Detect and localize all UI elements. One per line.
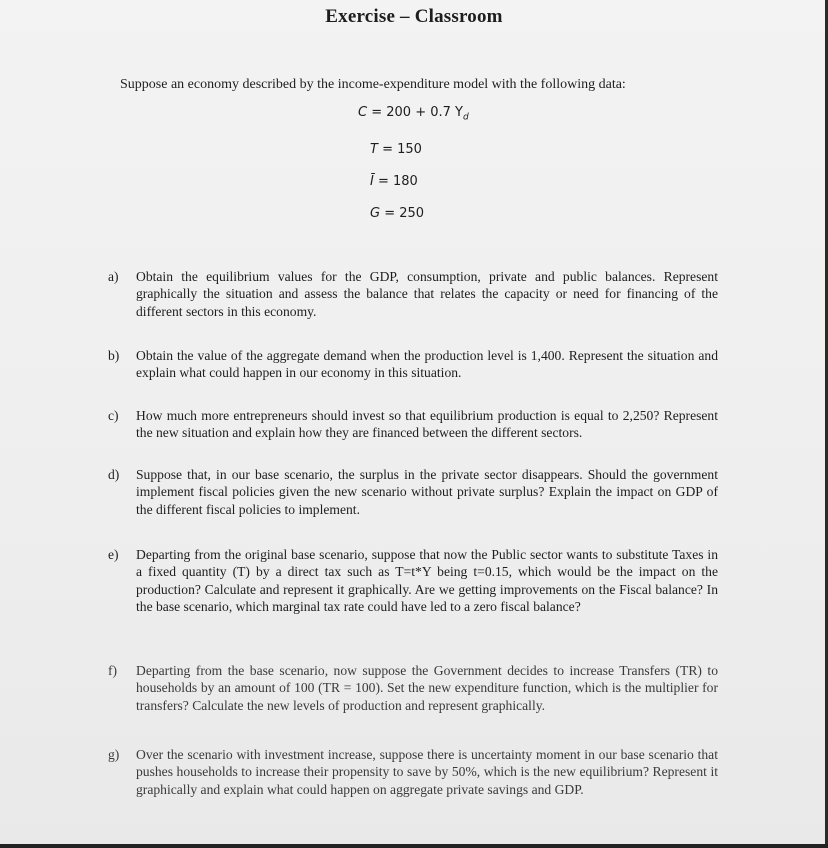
question-text: How much more entrepreneurs should invest so that equilibrium production is equal to 2,250? Represent the new situation and explain how they are financed between the different sectors. xyxy=(136,408,718,441)
equation-lhs: C xyxy=(358,105,368,120)
question-label: a) xyxy=(108,269,119,284)
question-label: c) xyxy=(108,408,119,423)
equation-rhs: = 200 + 0.7 Y xyxy=(371,105,463,120)
question-e xyxy=(108,546,718,615)
question-text: Suppose that, in our base scenario, the surplus in the private sector disappears. Should the government implement fiscal policies given the new scenario without private surplus? Explain the impact on GDP of the different fiscal policies to implement. xyxy=(136,467,718,517)
question-label: b) xyxy=(108,348,120,363)
intro-paragraph: Suppose an economy described by the income-expenditure model with the following data: xyxy=(120,77,626,92)
equation-investment xyxy=(370,174,418,189)
question-c xyxy=(108,407,718,442)
page-title: Exercise – Classroom xyxy=(325,6,503,27)
question-b xyxy=(108,347,718,382)
equation-lhs: G xyxy=(370,206,381,221)
equation-taxes xyxy=(370,142,422,157)
equation-rhs: = 150 xyxy=(382,142,422,157)
question-text: Obtain the equilibrium values for the GDP, consumption, private and public balances. Represent graphically the situation and assess the balance that relates the capacity or need for financing of the different sectors in this economy. xyxy=(136,269,718,319)
question-f xyxy=(108,662,718,714)
question-label: g) xyxy=(108,747,120,762)
question-d xyxy=(108,466,718,518)
question-text: Departing from the original base scenario, suppose that now the Public sector wants to substitute Taxes in a fixed quantity (T) by a direct tax such as T=t*Y being t=0.15, which would be the impact on the production? Calculate and represent it graphically. Are we getting improvements on the Fiscal balance? In the base scenario, which marginal tax rate could have led to a zero fiscal balance? xyxy=(136,547,718,614)
question-label: e) xyxy=(108,547,119,562)
question-text: Departing from the base scenario, now suppose the Government decides to increase Transfers (TR) to households by an amount of 100 (TR = 100). Set the new expenditure function, which is the multiplier for transfers? Calculate the new levels of production and represent graphically. xyxy=(136,663,718,713)
question-label: d) xyxy=(108,467,120,482)
screen-edge xyxy=(0,844,828,848)
equation-lhs: T xyxy=(370,142,378,157)
question-text: Over the scenario with investment increase, suppose there is uncertainty moment in our base scenario that pushes households to increase their propensity to save by 50%, which is the new equilibrium? Represent it graphically and explain what could happen on aggregate private savings and GDP. xyxy=(136,747,718,797)
equation-subscript: d xyxy=(462,112,469,123)
equation-rhs: = 250 xyxy=(384,206,425,221)
equation-rhs: = 180 xyxy=(377,174,418,189)
equation-lhs: Ī xyxy=(370,174,374,189)
equation-consumption xyxy=(358,105,469,123)
question-a xyxy=(108,268,718,320)
question-g xyxy=(108,746,718,798)
question-label: f) xyxy=(108,663,118,678)
question-text: Obtain the value of the aggregate demand when the production level is 1,400. Represent the situation and explain what could happen in our economy in this situation. xyxy=(136,348,718,381)
equation-government xyxy=(370,206,424,221)
